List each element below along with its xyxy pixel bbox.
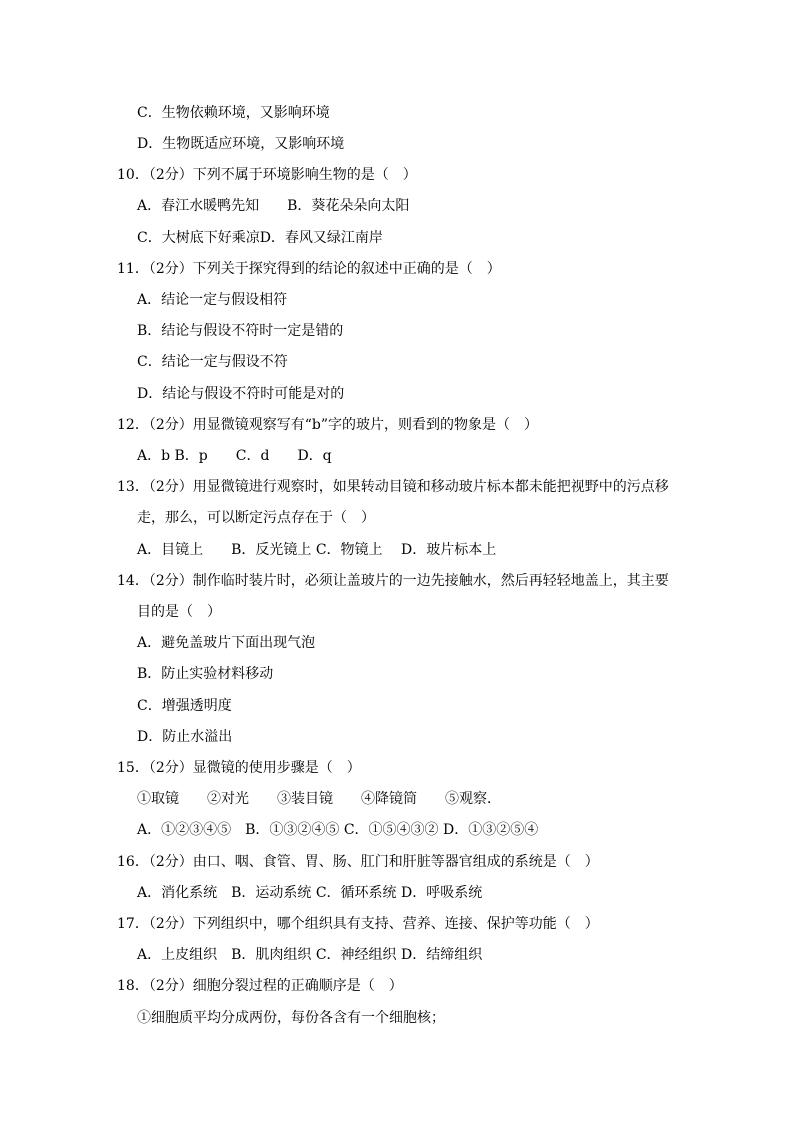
option-line: C．生物依赖环境，又影响环境	[137, 105, 330, 121]
question-12: 12．（2分）用显微镜观察写有“b”字的玻片，则看到的物象是（ ）	[117, 417, 538, 433]
question-18: 18．（2分）细胞分裂过程的正确顺序是（ ）	[117, 978, 403, 994]
question-13: 13．（2分）用显微镜进行观察时，如果转动目镜和移动玻片标本都未能把视野中的污点移	[117, 479, 669, 495]
question-11: 11．（2分）下列关于探究得到的结论的叙述中正确的是（ ）	[117, 261, 501, 277]
option-line: A．上皮组织 B．肌肉组织 C．神经组织 D．结缔组织	[137, 947, 483, 963]
option-line: D．结论与假设不符时可能是对的	[137, 386, 345, 402]
question-17: 17．（2分）下列组织中，哪个组织具有支持、营养、连接、保护等功能（ ）	[117, 916, 599, 932]
option-line: A．b B．p C．d D．q	[137, 448, 332, 464]
steps-line: ①细胞质平均分成两份，每份各含有一个细胞核；	[137, 1010, 445, 1026]
question-continuation: 走，那么，可以断定污点存在于（ ）	[137, 510, 375, 526]
option-line: C．大树底下好乘凉D．春风又绿江南岸	[137, 230, 383, 246]
steps-line: ①取镜 ②对光 ③装目镜 ④降镜筒 ⑤观察．	[137, 791, 501, 807]
option-line: B．结论与假设不符时一定是错的	[137, 323, 344, 339]
option-line: A．春江水暖鸭先知 B．葵花朵朵向太阳	[137, 198, 410, 214]
question-15: 15．（2分）显微镜的使用步骤是（ ）	[117, 760, 361, 776]
option-line: D．防止水溢出	[137, 729, 233, 745]
option-line: D．生物既适应环境，又影响环境	[137, 136, 345, 152]
question-continuation: 目的是（ ）	[137, 604, 221, 620]
option-line: A．避免盖玻片下面出现气泡	[137, 635, 316, 651]
question-10: 10．（2分）下列不属于环境影响生物的是（ ）	[117, 167, 417, 183]
question-14: 14．（2分）制作临时装片时，必须让盖玻片的一边先接触水，然后再轻轻地盖上，其主要	[117, 573, 669, 589]
option-line: A．消化系统 B．运动系统 C．循环系统 D．呼吸系统	[137, 885, 483, 901]
option-line: C．结论一定与假设不符	[137, 354, 288, 370]
question-16: 16．（2分）由口、咽、食管、胃、肠、肛门和肝脏等器官组成的系统是（ ）	[117, 854, 599, 870]
option-line: A．目镜上 B．反光镜上 C．物镜上 D．玻片标本上	[137, 542, 497, 558]
option-line: B．防止实验材料移动	[137, 666, 274, 682]
option-line: A．①②③④⑤ B．①③②④⑤ C．①⑤④③② D．①③②⑤④	[137, 822, 539, 838]
option-line: C．增强透明度	[137, 698, 232, 714]
option-line: A．结论一定与假设相符	[137, 292, 288, 308]
